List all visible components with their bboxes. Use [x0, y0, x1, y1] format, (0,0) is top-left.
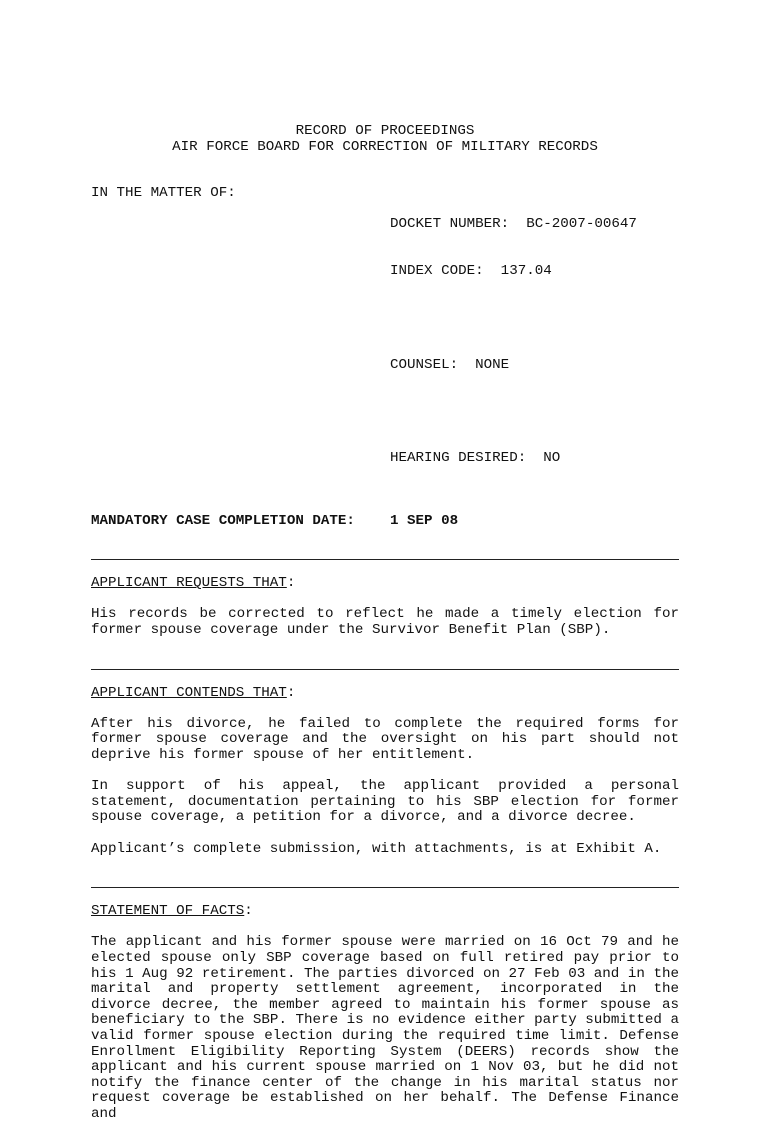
- mandatory-date-label: MANDATORY CASE COMPLETION DATE:: [91, 512, 355, 529]
- docket-number: DOCKET NUMBER: BC-2007-00647: [390, 216, 637, 233]
- section-heading: APPLICANT REQUESTS THAT:: [91, 575, 296, 592]
- section-statement-of-facts: [91, 904, 679, 1122]
- document-title: RECORD OF PROCEEDINGS: [295, 123, 475, 139]
- matter-label: IN THE MATTER OF:: [91, 185, 236, 202]
- mandatory-completion-date: [91, 514, 679, 530]
- paragraph: His records be corrected to reflect he made a timely election for former spouse coverage under the Survivor Benefit Plan (SBP).: [91, 606, 679, 639]
- section-heading-text: APPLICANT REQUESTS THAT: [91, 575, 287, 592]
- index-code: INDEX CODE: 137.04: [390, 263, 552, 280]
- mandatory-date-value: 1 SEP 08: [390, 512, 459, 529]
- case-identifiers: [390, 186, 637, 498]
- hearing-desired: HEARING DESIRED: NO: [390, 450, 561, 467]
- counsel: COUNSEL: NONE: [390, 356, 510, 373]
- document-subtitle: AIR FORCE BOARD FOR CORRECTION OF MILITARY RECORDS: [172, 138, 598, 155]
- section-heading: APPLICANT CONTENDS THAT:: [91, 684, 296, 701]
- section-heading-text: STATEMENT OF FACTS: [91, 903, 245, 920]
- paragraph: In support of his appeal, the applicant provided a personal statement, documentation pertaining to his SBP election for former spouse coverage, a petition for a divorce, and a divorce decree.: [91, 778, 679, 826]
- section-heading-text: APPLICANT CONTENDS THAT: [91, 684, 287, 701]
- paragraph: The applicant and his former spouse were married on 16 Oct 79 and he elected spouse only SBP coverage based on full retired pay prior to his 1 Aug 92 retirement. The parties divorced on 27 Feb 03 and in the marital and property settlement agreement, incorporated in the divorce decree, the member agreed to maintain his former spouse as beneficiary to the SBP. There is no evidence either party submitted a valid former spouse election during the required time limit. Defense Enrollment Eligibility Reporting System (DEERS) records show the applicant and his current spouse married on 1 Nov 03, but he did not notify the finance center of the change in his marital status nor request coverage be established on her behalf. The Defense Finance and: [91, 934, 679, 1122]
- section-divider: [91, 559, 679, 560]
- paragraph: After his divorce, he failed to complete the required forms for former spouse coverage and the oversight on his part should not deprive his former spouse of her entitlement.: [91, 715, 679, 763]
- section-applicant-requests: [91, 576, 679, 638]
- section-divider: [91, 669, 679, 670]
- section-divider: [91, 887, 679, 888]
- case-info-block: [91, 186, 679, 498]
- document-page: [91, 124, 679, 1122]
- section-heading: STATEMENT OF FACTS:: [91, 903, 253, 920]
- paragraph: Applicant’s complete submission, with attachments, is at Exhibit A.: [91, 840, 662, 857]
- section-applicant-contends: [91, 686, 679, 858]
